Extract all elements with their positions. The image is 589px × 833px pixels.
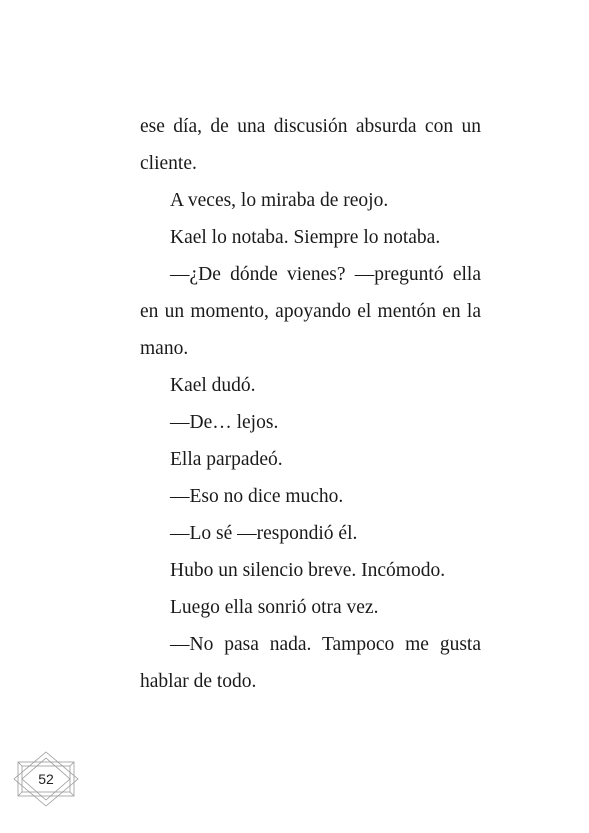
paragraph: Kael dudó. (170, 375, 256, 396)
paragraph: Ella parpadeó. (170, 449, 283, 470)
paragraph: Hubo un silencio breve. Incómodo. (170, 560, 446, 581)
paragraph: A veces, lo miraba de reojo. (170, 190, 389, 211)
paragraph: —¿De dónde vienes? —preguntó ella en un momento, apoyando el mentón en la mano. (140, 264, 481, 359)
paragraph: Luego ella sonrió otra vez. (170, 597, 379, 618)
paragraph: —De… lejos. (170, 412, 279, 433)
paragraph: —No pasa nada. Tampoco me gusta hablar de todo. (140, 634, 481, 692)
paragraph: ese día, de una discusión absurda con un cliente. (140, 116, 481, 174)
paragraph: —Eso no dice mucho. (170, 486, 344, 507)
body-text (140, 108, 481, 700)
page-number: 52 (38, 771, 54, 787)
paragraph: —Lo sé —respondió él. (170, 523, 358, 544)
paragraph: Kael lo notaba. Siempre lo notaba. (170, 227, 441, 248)
